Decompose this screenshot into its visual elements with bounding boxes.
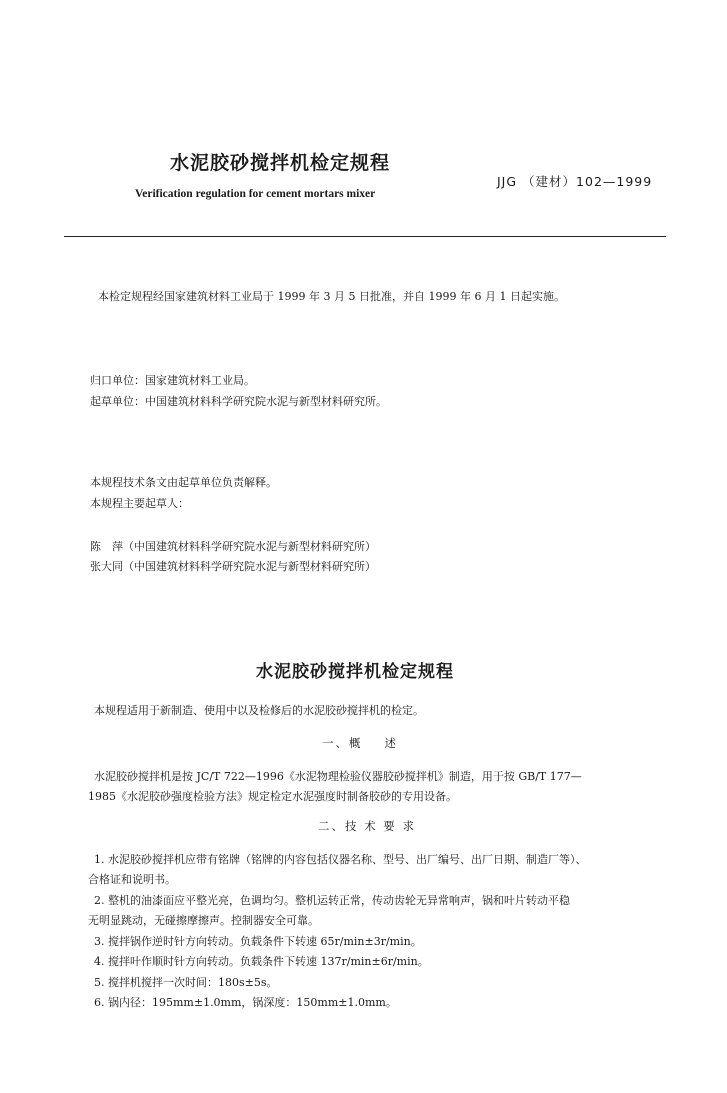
body-title: 水泥胶砂搅拌机检定规程: [256, 662, 454, 682]
requirement-item: 6. 锅内径：195mm±1.0mm，锅深度：150mm±1.0mm。: [94, 996, 397, 1009]
overview-text: 1985《水泥胶砂强度检验方法》规定检定水泥强度时制备胶砂的专用设备。: [88, 790, 457, 803]
section-title-part: 概: [349, 736, 363, 750]
standard-code: JJG （建材）102—1999: [497, 174, 653, 189]
section-number: 一、: [322, 736, 349, 750]
drafters-label: 本规程主要起草人：: [90, 497, 189, 510]
drafting-unit: 起草单位：中国建筑材料科学研究院水泥与新型材料研究所。: [90, 395, 387, 408]
document-title: 水泥胶砂搅拌机检定规程: [170, 152, 391, 174]
approval-statement: 本检定规程经国家建筑材料工业局于 1999 年 3 月 5 日批准，并自 1999 年 6 月 1 日起实施。: [98, 290, 565, 303]
scope-statement: 本规程适用于新制造、使用中以及检修后的水泥胶砂搅拌机的检定。: [94, 704, 424, 717]
section-heading-requirements: 二、技 术 要 求: [318, 819, 416, 833]
requirement-item: 1. 水泥胶砂搅拌机应带有铭牌（铭牌的内容包括仪器名称、型号、出厂编号、出厂日期、制造厂等）、: [94, 853, 587, 866]
drafter-item: 陈 萍（中国建筑材料科学研究院水泥与新型材料研究所）: [90, 540, 376, 553]
drafter-item: 张大同（中国建筑材料科学研究院水泥与新型材料研究所）: [90, 560, 376, 573]
requirement-item: 3. 搅拌锅作逆时针方向转动。负载条件下转速 65r/min±3r/min。: [94, 935, 422, 948]
requirement-item: 2. 整机的油漆面应平整光亮，色调均匀。整机运转正常，传动齿轮无异常响声，锅和叶片转动平稳: [94, 894, 570, 907]
responsible-unit: 归口单位：国家建筑材料工业局。: [90, 374, 255, 387]
overview-text: 水泥胶砂搅拌机是按 JC/T 722—1996《水泥物理检验仪器胶砂搅拌机》制造，用于按 GB/T 177—: [94, 770, 582, 783]
interpretation-note: 本规程技术条文由起草单位负责解释。: [90, 476, 277, 489]
document-title-english: Verification regulation for cement mortars mixer: [135, 188, 376, 200]
requirement-item: 合格证和说明书。: [88, 873, 176, 886]
requirement-item: 5. 搅拌机搅拌一次时间：180s±5s。: [94, 976, 278, 989]
requirement-item: 无明显跳动，无碰擦摩擦声。控制器安全可靠。: [88, 914, 319, 927]
section-title-part: 述: [384, 736, 398, 750]
section-heading-overview: [322, 735, 398, 751]
requirement-item: 4. 搅拌叶作顺时针方向转动。负载条件下转速 137r/min±6r/min。: [94, 955, 429, 968]
header-divider: [64, 236, 666, 237]
